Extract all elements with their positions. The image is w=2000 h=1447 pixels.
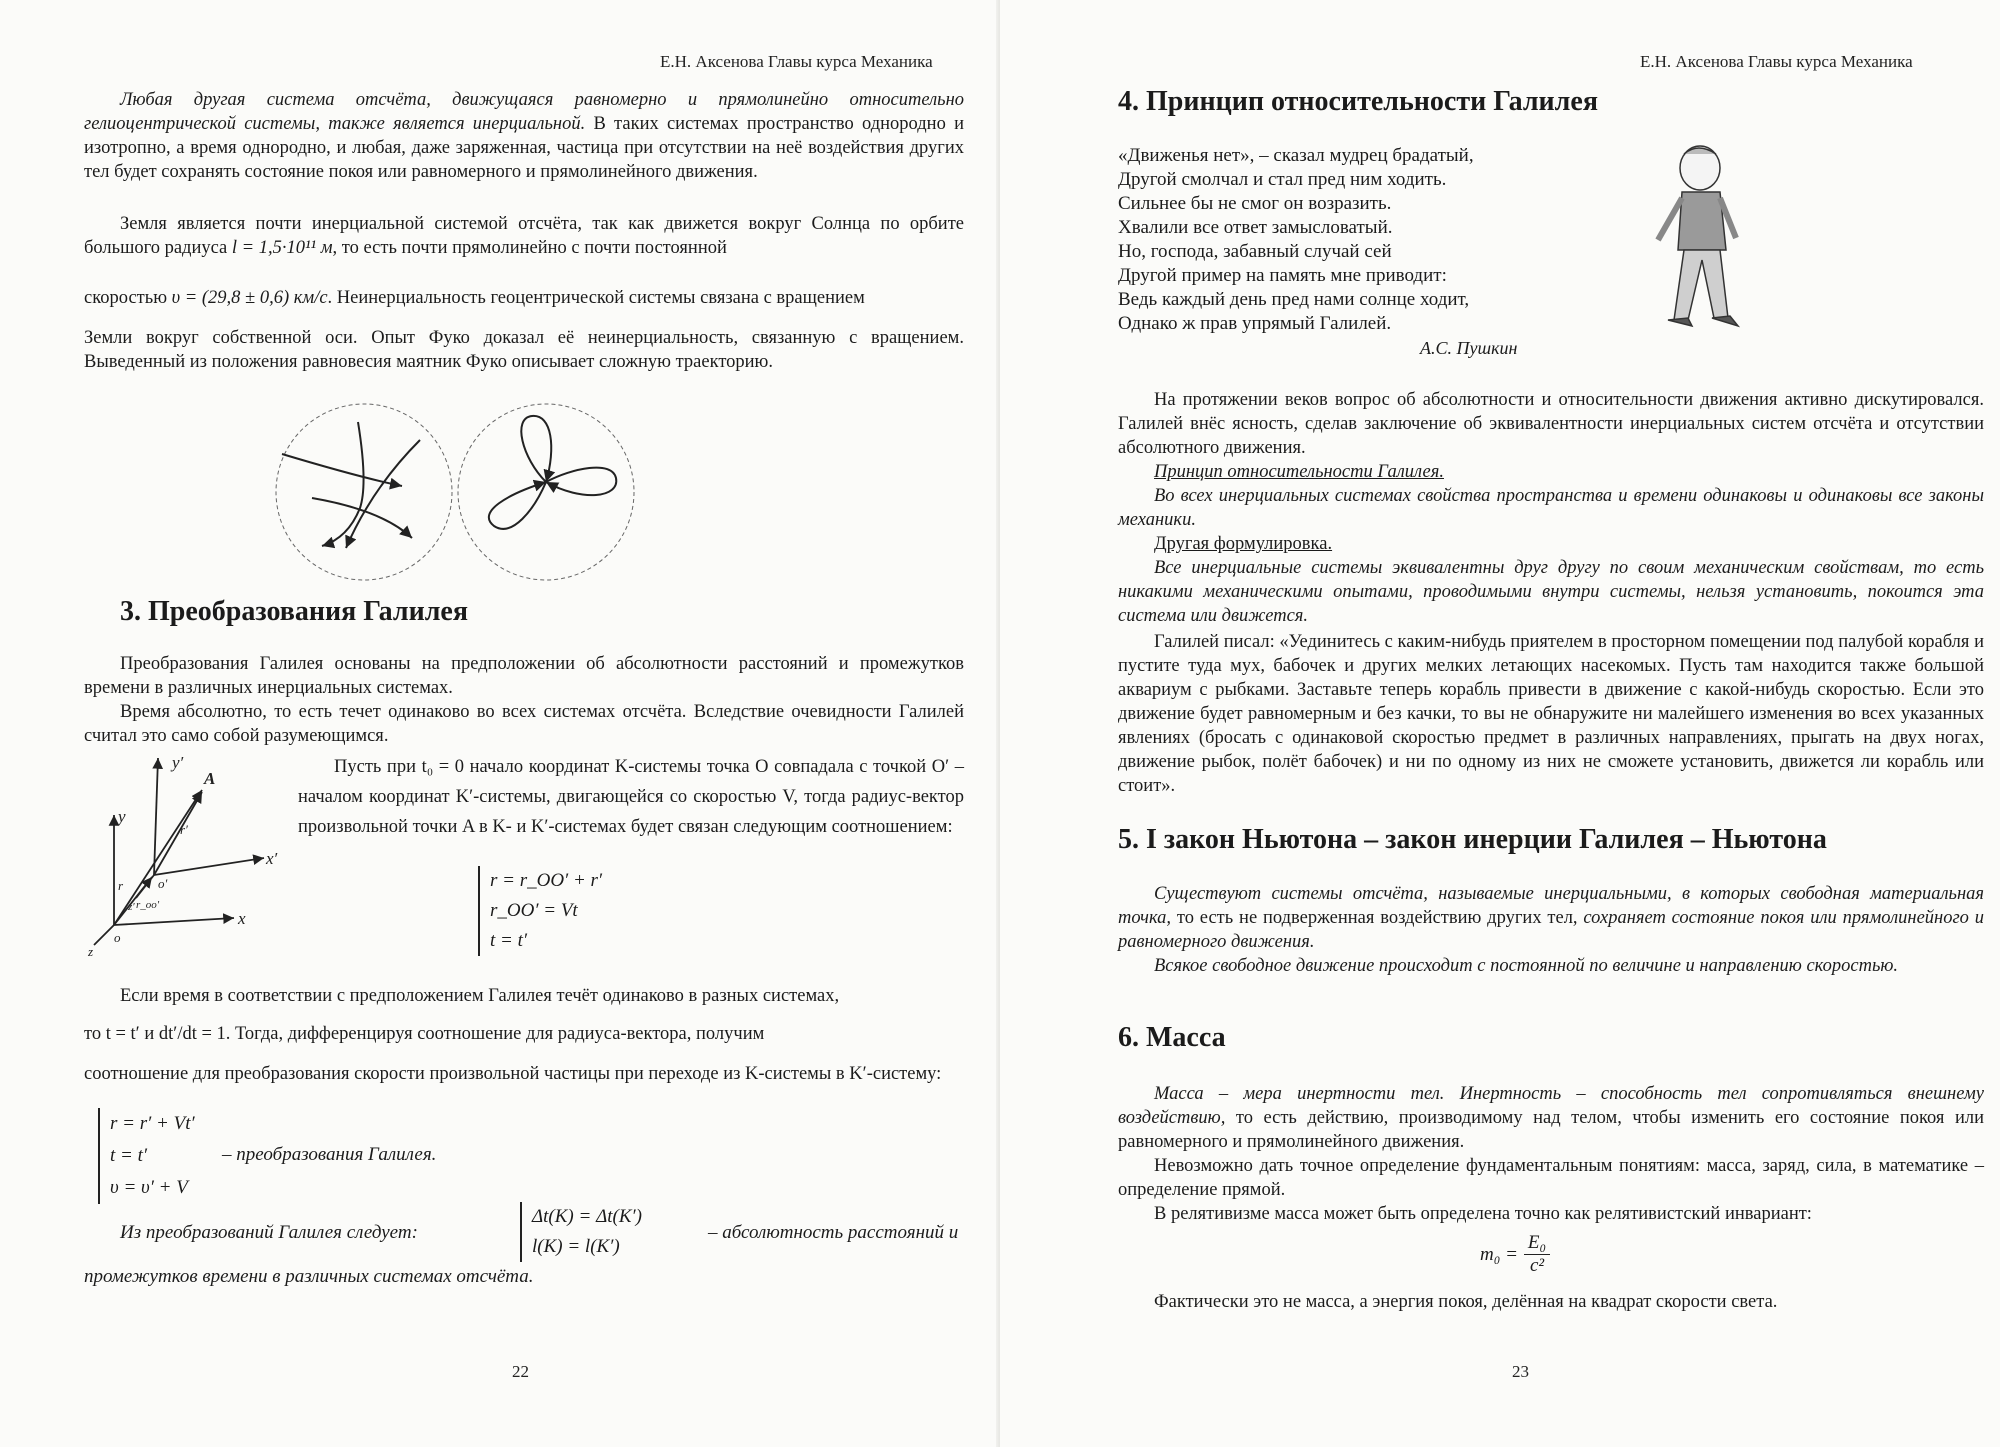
label-o-prime: o′: [158, 876, 168, 891]
section-5-title: 5. I закон Ньютона – закон инерции Галилея – Ньютона: [1118, 824, 1827, 855]
running-header-right: Е.Н. Аксенова Главы курса Механика: [1640, 52, 1913, 71]
intro-paragraph: [84, 88, 964, 184]
system-2: [98, 1108, 195, 1204]
s3-paragraph-3: Пусть при t₀ = 0 начало координат K-системы точка O совпадала с точкой O′ – началом координат K′-системы, двигающейся со скоростью V, тогда радиус-вектор произвольной точки A в K- и K′-системах будет связан следующим соотношением:: [298, 757, 964, 837]
sys1-line-1: r = r_OO′ + r′: [490, 870, 603, 891]
earth-text-end: , то есть почти прямолинейно с почти постоянной: [332, 238, 727, 258]
label-o: o: [114, 930, 121, 945]
earth-text: Земля является почти инерциальной системой отсчёта, так как движется вокруг Солнца по орбите большого радиуса: [84, 214, 964, 258]
label-x-prime: x′: [266, 849, 278, 868]
mass-fraction: [1524, 1232, 1550, 1277]
s6-paragraph-4: Фактически это не масса, а энергия покоя, делённая на квадрат скорости света.: [1154, 1292, 1778, 1312]
system-1: [478, 866, 602, 956]
section-4-title: 4. Принцип относительности Галилея: [1118, 86, 1598, 117]
poem-line: Однако ж прав упрямый Галилей.: [1118, 313, 1392, 334]
s6-paragraph-2: Невозможно дать точное определение фундаментальным понятиям: масса, заряд, сила, в математике – определение прямой.: [1118, 1156, 1984, 1200]
foucault-trajectory-2: [489, 416, 616, 529]
sys2-line-3: υ = υ′ + V: [110, 1177, 188, 1198]
s3-paragraph-1: Преобразования Галилея основаны на предположении об абсолютности расстояний и промежутков времени в различных инерциальных системах.: [84, 654, 964, 698]
consequence-pre: Из преобразований Галилея следует:: [120, 1222, 418, 1243]
label-r: r: [118, 878, 124, 893]
poem-line: «Движенья нет», – сказал мудрец брадатый,: [1118, 145, 1474, 166]
label-y: y: [118, 807, 126, 826]
section-3-title: 3. Преобразования Галилея: [120, 596, 469, 627]
earth-radius: l = 1,5·10¹¹ м: [231, 238, 333, 258]
sys3-line-2: l(K) = l(K′): [532, 1236, 620, 1257]
label-y-prime: y′: [172, 753, 184, 772]
mass-denominator: c²: [1529, 1255, 1545, 1276]
earth-paragraph-1: [84, 212, 964, 260]
poem-line: Другой смолчал и стал пред ним ходить.: [1118, 169, 1447, 190]
label-r-prime: r′: [180, 822, 188, 837]
sys3-line-1: Δt(K) = Δt(K′): [532, 1206, 642, 1227]
s6-p1-rest: то есть действию, производимому над телом, чтобы изменить его состояние покоя или равномерного и прямолинейного движения.: [1118, 1108, 1984, 1152]
foucault-trajectory-1: [282, 422, 420, 548]
mass-formula-lhs: m₀ =: [1480, 1243, 1518, 1265]
alt-text: Все инерциальные системы эквивалентны друг другу по своим механическим свойствам, то есть никакими механическими опытами, проводимыми внутри системы, нельзя установить, покоится эта система или движется.: [1118, 558, 1984, 626]
speed-pre: скоростью: [84, 288, 168, 308]
s5-paragraph-2: Всякое свободное движение происходит с постоянной по величине и направлению скоростью.: [1154, 956, 1899, 976]
coordinate-diagram: [84, 750, 294, 960]
label-x: x: [238, 909, 246, 928]
poem: [1118, 144, 1474, 336]
sys1-line-3: t = t′: [490, 930, 528, 951]
s5-p1a: Существуют системы отсчёта, называемые инерциальными, в которых свободная материальная точка,: [1118, 884, 1984, 928]
s5-p1b: то есть не подверженная воздействию других тел,: [1176, 908, 1578, 928]
section-6-title: 6. Масса: [1118, 1022, 1226, 1053]
foucault-diagram: [272, 398, 636, 588]
s3-paragraph-4c: соотношение для преобразования скорости произвольной частицы при переходе из K-системы в K′-систему:: [84, 1064, 942, 1084]
earth-paragraph-2: Земли вокруг собственной оси. Опыт Фуко доказал её неинерциальность, связанную с вращением. Выведенный из положения равновесия маятник Фуко описывает сложную траекторию.: [84, 328, 964, 372]
principle-text: Во всех инерциальных системах свойства пространства и времени одинаковы и одинаковы все законы механики.: [1118, 486, 1984, 530]
system-3: [520, 1202, 642, 1262]
poem-line: Сильнее бы не смог он возразить.: [1118, 193, 1392, 214]
consequence-end: промежутков времени в различных системах отсчёта.: [84, 1266, 534, 1287]
label-z-prime: z′: [128, 901, 135, 913]
principle-title: Принцип относительности Галилея.: [1154, 462, 1444, 482]
page-number-left: 22: [512, 1362, 529, 1381]
s3-paragraph-4b: то t = t′ и dt′/dt = 1. Тогда, дифференцируя соотношение для радиуса-вектора, получим: [84, 1024, 765, 1044]
poem-line: Хвалили все ответ замысловатый.: [1118, 217, 1393, 238]
s5-p1c: сохраняет состояние покоя или прямолинейного и равномерного движения.: [1118, 908, 1985, 952]
intro-rest: В таких системах пространство однородно и изотропно, а время однородно, и любая, даже заряженная, частица при отсутствии на неё воздействия других тел будет сохранять состояние покоя или равномерного и прямолинейного движения.: [84, 114, 964, 182]
galileo-quote: Галилей писал: «Уединитесь с каким-нибудь приятелем в просторном помещении под палубой корабля и пустите туда мух, бабочек и других мелких летающих насекомых. Пусть там находится также большой аквариум с рыбками. Заставьте теперь корабль привести в движение с какой-нибудь скоростью. Если это движение будет равномерным и без качки, то вы не обнаружите ни малейшего изменения во всех указанных явлениях (бросать с одинаковой скоростью предмет в различных направлениях, прыгать на двух ногах, движение рыбок, полёт бабочек) и ни по одному из них не сможете установить, движется ли корабль или стоит».: [1118, 632, 1984, 796]
poem-line: Ведь каждый день пред нами солнце ходит,: [1118, 289, 1470, 310]
right-page: [1000, 0, 2000, 1447]
alt-title: Другая формулировка.: [1154, 534, 1333, 554]
s6-paragraph-1: [1118, 1082, 1984, 1154]
s6-paragraph-3: В релятивизме масса может быть определена точно как релятивистский инвариант:: [1154, 1204, 1812, 1224]
walking-boy-illustration: [1640, 140, 1750, 340]
label-z: z: [88, 944, 94, 959]
s6-p1-italic: Масса – мера инертности тел. Инертность – способность тел сопротивляться внешнему воздействию,: [1118, 1084, 1984, 1128]
earth-speed: υ = (29,8 ± 0,6) км/с: [171, 288, 328, 308]
sys1-line-2: r_OO′ = Vt: [490, 900, 578, 921]
running-header: Е.Н. Аксенова Главы курса Механика: [660, 52, 933, 71]
poem-line: Но, господа, забавный случай сей: [1118, 241, 1392, 262]
mass-numerator: E₀: [1524, 1232, 1550, 1255]
page-number-right: 23: [1512, 1362, 1529, 1381]
sys2-line-2: t = t′: [110, 1145, 148, 1166]
mass-formula: [1480, 1232, 1550, 1277]
intro-italic: Любая другая система отсчёта, движущаяся равномерно и прямолинейно относительно гелиоцентрической системы, также является инерциальной.: [84, 90, 964, 134]
poem-line: Другой пример на память мне приводит:: [1118, 265, 1447, 286]
earth-speed-line: [84, 286, 964, 310]
s3-paragraph-2: Время абсолютно, то есть течет одинаково во всех системах отсчёта. Вследствие очевидности Галилей считал это само собой разумеющимся.: [84, 702, 964, 746]
consequence-post: – абсолютность расстояний и: [708, 1222, 959, 1243]
label-A: A: [204, 769, 216, 788]
system-2-label: – преобразования Галилея.: [222, 1144, 437, 1165]
s4-paragraph-1: На протяжении веков вопрос об абсолютности и относительности движения активно дискутировался. Галилей внёс ясность, сделав заключение об эквивалентности инерциальных систем отсчёта и отсутствии абсолютного движения.: [1118, 390, 1984, 458]
label-r-oo: r_oo′: [136, 899, 160, 911]
poem-author: А.С. Пушкин: [1420, 338, 1518, 358]
sys2-line-1: r = r′ + Vt′: [110, 1113, 195, 1134]
s3-paragraph-4a: Если время в соответствии с предположением Галилея течёт одинаково в разных системах,: [120, 986, 840, 1006]
speed-post: . Неинерциальность геоцентрической системы связана с вращением: [327, 288, 865, 308]
s5-paragraph-1: [1118, 882, 1984, 954]
